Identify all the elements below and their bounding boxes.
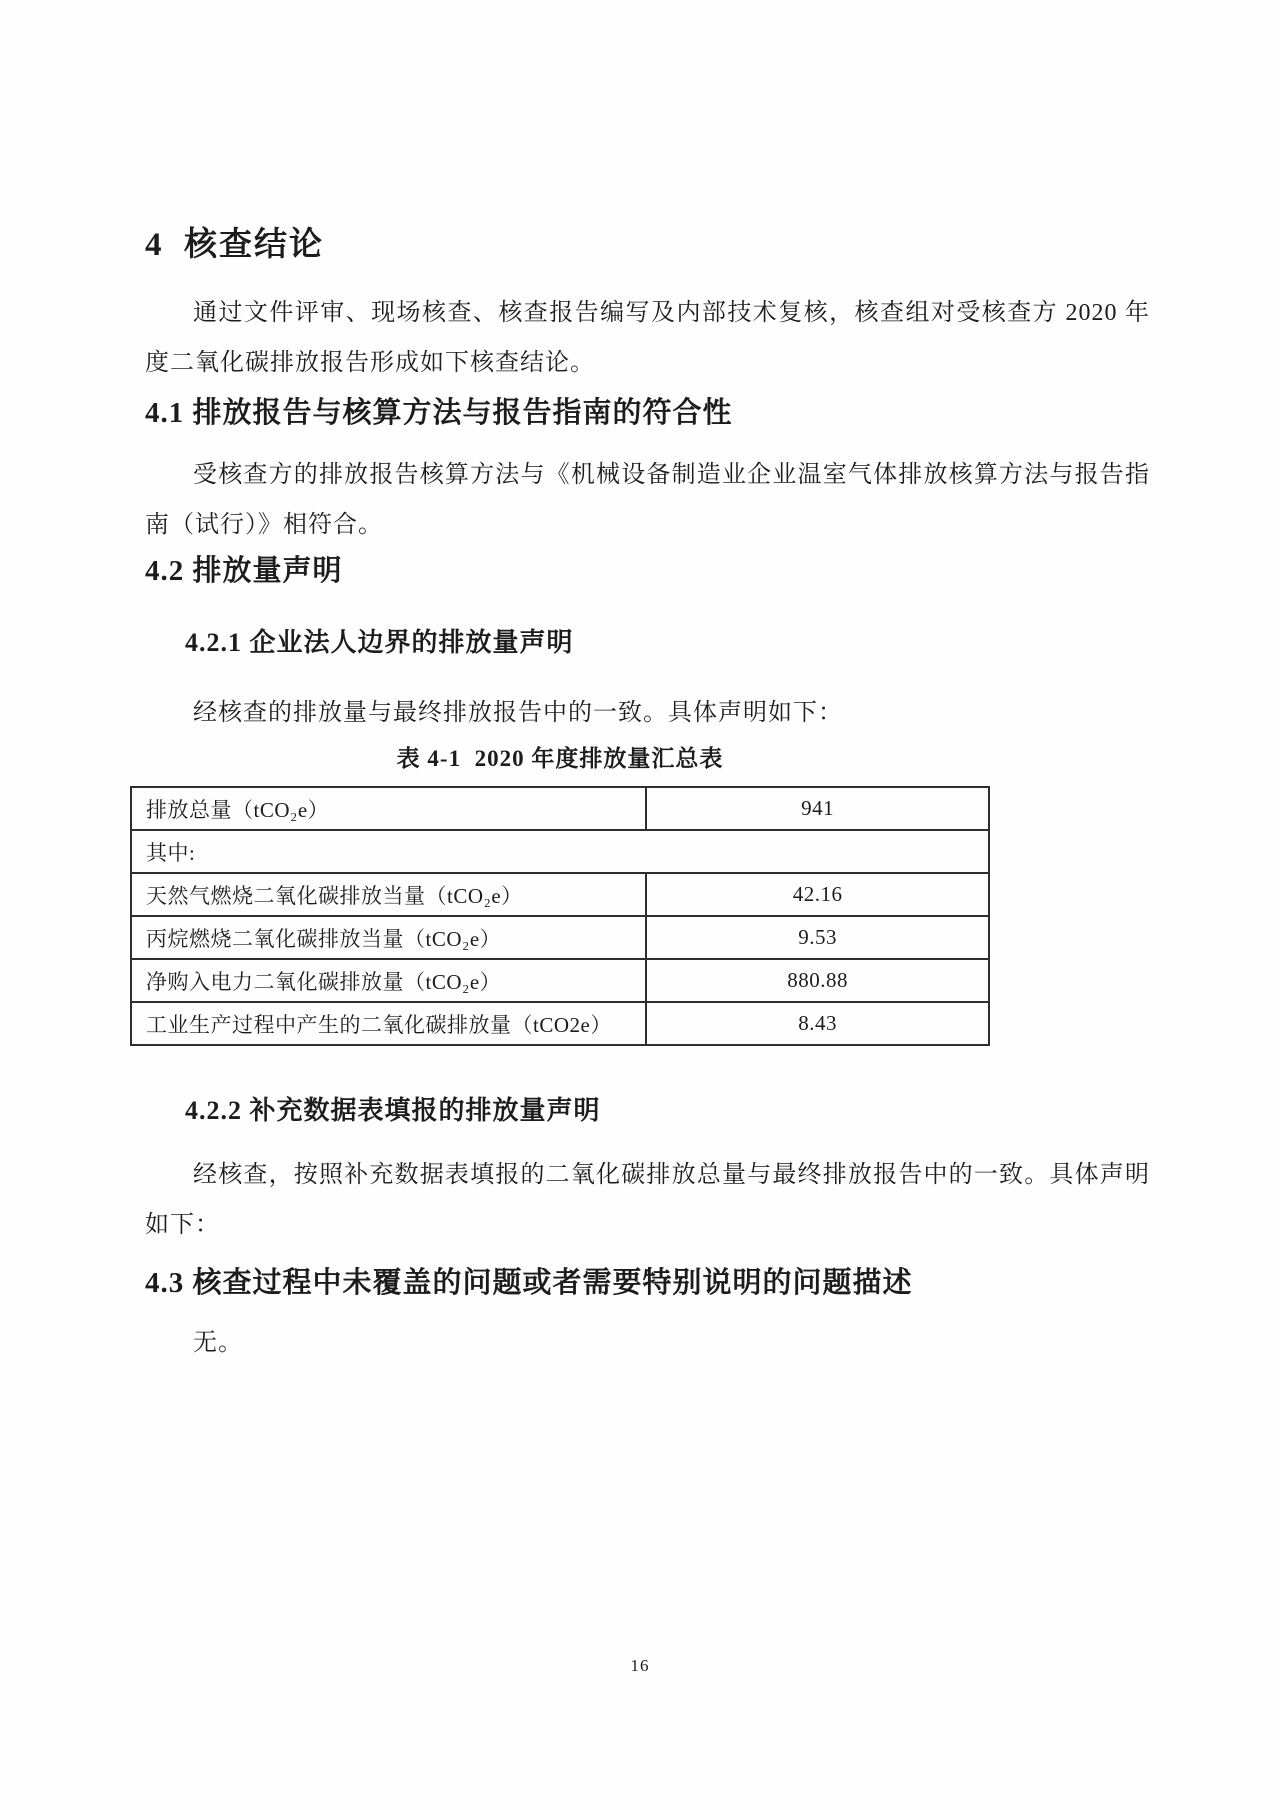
row-label-total-emissions: 排放总量（tCO₂e） <box>131 787 646 830</box>
row-label-electricity: 净购入电力二氧化碳排放量（tCO₂e） <box>131 959 646 1002</box>
paragraph-conclusion-intro: 通过文件评审、现场核查、核查报告编写及内部技术复核，核查组对受核查方 2020 年度二氧化碳排放报告形成如下核查结论。 <box>145 300 1150 376</box>
row-value-total-emissions: 941 <box>646 787 989 830</box>
table-row-propane <box>131 916 989 959</box>
table-caption: 表 4-1 2020 年度排放量汇总表 <box>396 746 724 771</box>
emission-summary-table <box>130 786 990 1046</box>
row-label-industrial-process: 工业生产过程中产生的二氧化碳排放量（tCO2e） <box>131 1002 646 1045</box>
table-row-natural-gas <box>131 873 989 916</box>
table-row-electricity <box>131 959 989 1002</box>
row-label-propane: 丙烷燃烧二氧化碳排放当量（tCO₂e） <box>131 916 646 959</box>
page-number: 16 <box>630 1656 650 1675</box>
section-heading-4-3: 4.3 核查过程中未覆盖的问题或者需要特别说明的问题描述 <box>145 1267 913 1299</box>
section-heading-4-2: 4.2 排放量声明 <box>145 555 343 587</box>
paragraph-supplementary-data-statement: 经核查，按照补充数据表填报的二氧化碳排放总量与最终排放报告中的一致。具体声明如下： <box>145 1162 1150 1238</box>
table-row-industrial-process <box>131 1002 989 1045</box>
section-heading-4-2-1: 4.2.1 企业法人边界的排放量声明 <box>185 628 574 657</box>
section-heading-4: 4 核查结论 <box>145 227 324 263</box>
row-label-including: 其中: <box>131 830 989 873</box>
row-value-electricity: 880.88 <box>646 959 989 1002</box>
row-value-propane: 9.53 <box>646 916 989 959</box>
section-heading-4-1: 4.1 排放报告与核算方法与报告指南的符合性 <box>145 397 733 429</box>
row-value-natural-gas: 42.16 <box>646 873 989 916</box>
table-row-subheader <box>131 830 989 873</box>
paragraph-methodology-compliance: 受核查方的排放报告核算方法与《机械设备制造业企业温室气体排放核算方法与报告指南（试行）》相符合。 <box>145 462 1150 538</box>
row-value-industrial-process: 8.43 <box>646 1002 989 1045</box>
table-row-total <box>131 787 989 830</box>
section-heading-4-2-2: 4.2.2 补充数据表填报的排放量声明 <box>185 1096 601 1125</box>
row-label-natural-gas: 天然气燃烧二氧化碳排放当量（tCO₂e） <box>131 873 646 916</box>
paragraph-legal-entity-statement: 经核查的排放量与最终排放报告中的一致。具体声明如下： <box>193 700 843 726</box>
paragraph-none: 无。 <box>193 1330 243 1356</box>
